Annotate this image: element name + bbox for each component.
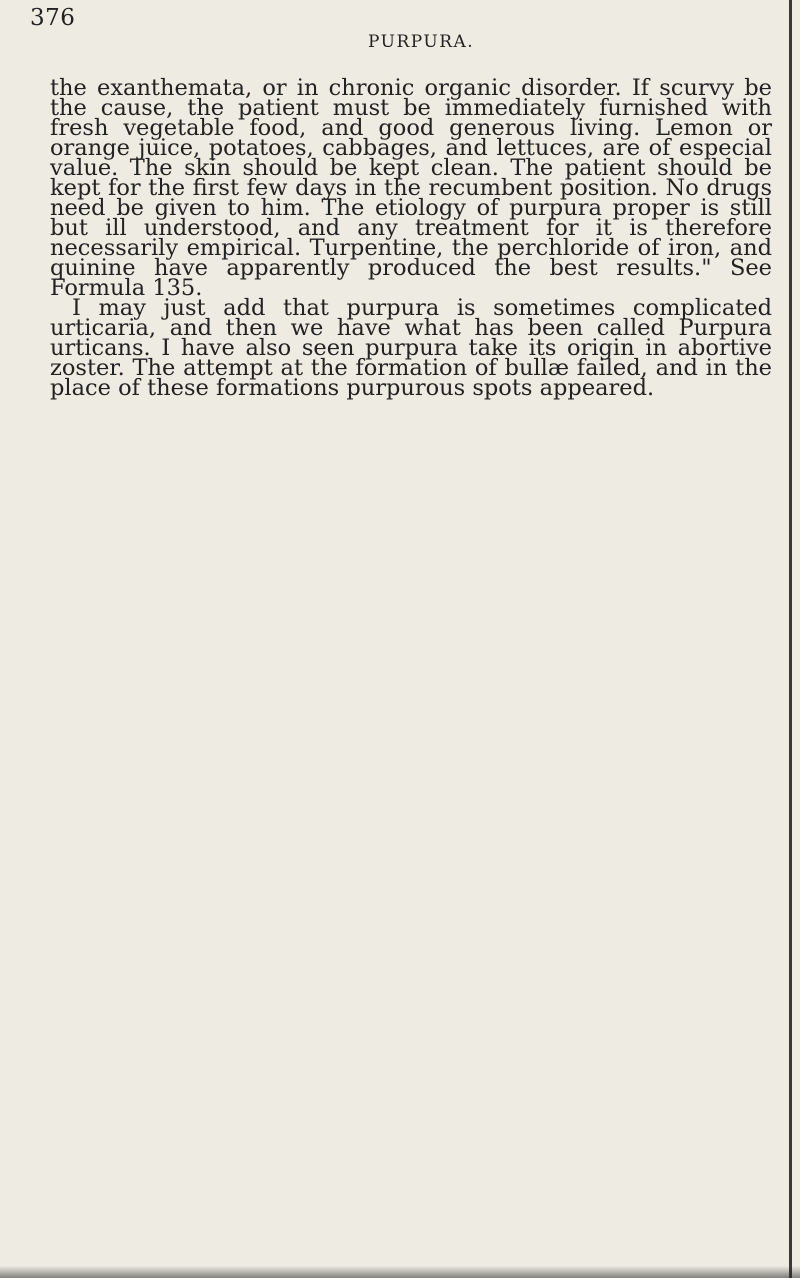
running-head: PURPURA. [368,32,475,52]
paragraph-2: I may just add that purpura is sometimes complicated urticaria, and then we have what has been called Purpura urticans. I have also seen purpura take its origin in abortive zoster. The attempt at the formation of bullæ failed, and in the place of these formations purpurous spots appeared. [50,295,772,401]
page-number: 376 [30,5,76,31]
paragraph-1: the exanthemata, or in chronic organic disorder. If scurvy be the cause, the patient must be immediately furnished with fresh vegetable food, and good generous living. Lemon or orange juice, potatoes, cabbages, and lettuces, are of especial value. The skin should be kept clean. The patient should be kept for the first few days in the recumbent position. No drugs need be given to him. The etiology of purpura proper is still but ill understood, and any treatment for it is therefore necessarily empirical. Turpentine, the perchloride of iron, and quinine have apparently produced the best results." See Formula 135. [50,75,772,301]
bottom-shadow [0,1266,800,1278]
page-edge [789,0,792,1278]
body-text [50,75,772,401]
